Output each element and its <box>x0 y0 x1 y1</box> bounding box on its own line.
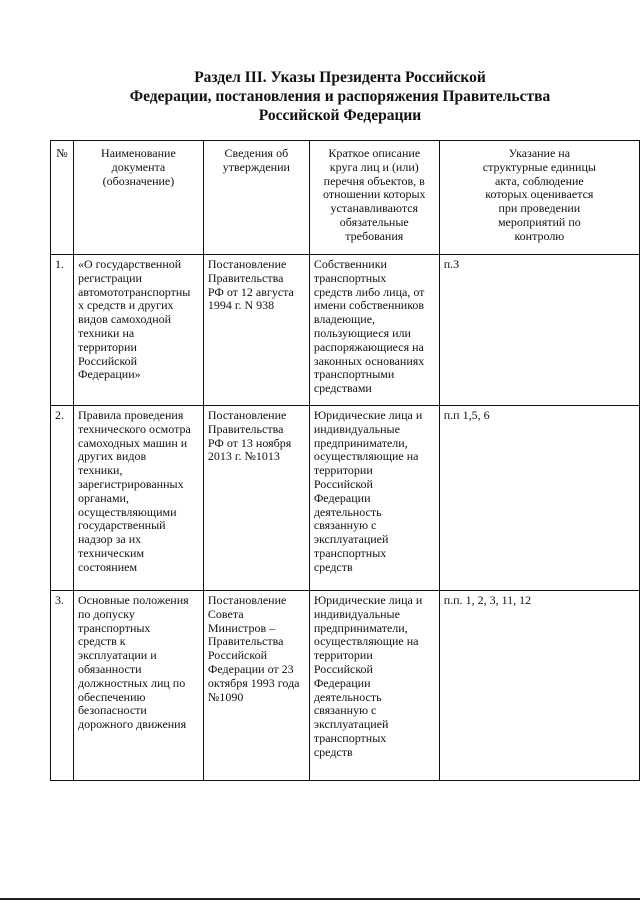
header-description <box>309 141 439 255</box>
cell-text-line: обязанности <box>77 661 142 676</box>
cell-text-line: техническим <box>77 545 145 560</box>
cell-text-line: Федерации» <box>77 367 141 382</box>
cell-text-line: органами, <box>77 490 129 505</box>
cell-text-line: по допуску <box>77 606 135 621</box>
cell-text-line: транспортных <box>313 730 387 745</box>
row-number: 3. <box>51 591 74 781</box>
cell-text-line: Министров – <box>207 620 276 635</box>
cell-text-line: «О государственной <box>77 257 182 271</box>
table-row <box>51 255 640 406</box>
cell-text-line: эксплуатации и <box>77 648 157 663</box>
structural-units-cell <box>439 406 639 591</box>
cell-text-line: территории <box>77 339 137 354</box>
cell-text-line: безопасности <box>77 703 147 718</box>
cell-text-line: Правила проведения <box>77 408 184 422</box>
requirements-table <box>50 140 640 781</box>
cell-text-line: индивидуальные <box>313 606 400 621</box>
cell-text-line: Совета <box>207 606 244 621</box>
cell-text-line: Правительства <box>207 421 284 436</box>
cell-text-line: № <box>56 146 68 160</box>
cell-text-line: средств либо лица, от <box>313 284 425 299</box>
cell-text-line: Российской <box>313 661 373 676</box>
cell-text-line: осуществляющими <box>77 504 177 519</box>
cell-text-line: законных основаниях <box>313 353 425 368</box>
cell-text-line: предприниматели, <box>313 620 408 635</box>
cell-text-line: обязательные <box>339 214 409 229</box>
cell-text-line: Сведения об <box>224 146 289 160</box>
header-approval-info <box>203 141 309 255</box>
cell-text-line: автомототранспортны <box>77 284 191 299</box>
description-cell <box>309 591 439 781</box>
table-header-row <box>51 141 640 255</box>
cell-text-line: утверждении <box>222 159 290 174</box>
cell-text-line: деятельность <box>313 504 382 519</box>
cell-text-line: РФ от 13 ноября <box>207 435 292 450</box>
cell-text-line: Российской <box>207 648 268 663</box>
cell-text-line: Федерации <box>313 675 371 690</box>
document-name-cell <box>73 591 203 781</box>
cell-text-line: транспортных <box>313 270 387 285</box>
cell-text-line: индивидуальные <box>313 421 400 436</box>
cell-text-line: октября 1993 года <box>207 675 300 690</box>
cell-text-line: (обозначение) <box>102 173 175 188</box>
cell-text-line: которых оценивается <box>485 187 594 202</box>
cell-text-line: имени собственников <box>313 298 425 313</box>
cell-text-line: технического осмотра <box>77 421 191 436</box>
structural-units-cell <box>439 591 639 781</box>
cell-text-line: видов самоходной <box>77 312 172 327</box>
cell-text-line: Российской <box>77 353 138 368</box>
cell-text-line: надзор за их <box>77 532 142 547</box>
cell-text-line: х средств и других <box>77 298 174 313</box>
cell-text-line: РФ от 12 августа <box>207 284 294 299</box>
cell-text-line: средств к <box>77 634 126 649</box>
cell-text-line: должностных лиц по <box>77 675 186 690</box>
cell-text-line: п.п. 1, 2, 3, 11, 12 <box>443 593 532 607</box>
cell-text-line: Правительства <box>207 270 284 285</box>
cell-text-line: дорожного движения <box>77 717 187 732</box>
cell-text-line: территории <box>313 463 373 478</box>
cell-text-line: Краткое описание <box>328 146 421 160</box>
header-structural-units <box>439 141 639 255</box>
document-name-cell <box>73 406 203 591</box>
cell-text-line: документа <box>111 159 166 174</box>
cell-text-line: эксплуатацией <box>313 717 389 732</box>
cell-text-line: требования <box>345 228 404 243</box>
cell-text-line: Постановление <box>207 593 287 607</box>
header-number <box>51 141 74 255</box>
cell-text-line: Наименование <box>101 146 176 160</box>
cell-text-line: Постановление <box>207 408 287 422</box>
cell-text-line: средств <box>313 559 353 574</box>
cell-text-line: осуществляющие на <box>313 634 419 649</box>
scan-edge-line <box>0 898 640 900</box>
table-row <box>51 591 640 781</box>
cell-text-line: 2013 г. №1013 <box>207 449 280 464</box>
cell-text-line: 1994 г. N 938 <box>207 298 275 313</box>
cell-text-line: Собственники <box>313 257 387 271</box>
cell-text-line: других видов <box>77 449 147 464</box>
cell-text-line: самоходных машин и <box>77 435 188 450</box>
cell-text-line: связанную с <box>313 518 377 533</box>
cell-text-line: осуществляющие на <box>313 449 419 464</box>
cell-text-line: транспортных <box>77 620 151 635</box>
cell-text-line: круга лиц и (или) <box>329 159 419 174</box>
cell-text-line: зарегистрированных <box>77 476 184 491</box>
approval-cell <box>203 406 309 591</box>
cell-text-line: Юридические лица и <box>313 593 423 607</box>
cell-text-line: связанную с <box>313 703 377 718</box>
title-line: Раздел III. Указы Президента Российской <box>194 69 486 86</box>
cell-text-line: транспортными <box>313 367 395 382</box>
table-row <box>51 406 640 591</box>
cell-text-line: распоряжающиеся на <box>313 339 424 354</box>
cell-text-line: устанавливаются <box>330 201 419 216</box>
description-cell <box>309 255 439 406</box>
cell-text-line: государственный <box>77 518 166 533</box>
cell-text-line: структурные единицы <box>482 159 596 174</box>
cell-text-line: деятельность <box>313 689 382 704</box>
title-line: Российской Федерации <box>258 107 422 124</box>
cell-text-line: №1090 <box>207 689 244 704</box>
cell-text-line: при проведении <box>498 201 581 216</box>
approval-cell <box>203 591 309 781</box>
cell-text-line: п.3 <box>443 257 460 271</box>
cell-text-line: Федерации <box>313 490 371 505</box>
cell-text-line: пользующиеся или <box>313 325 411 340</box>
cell-text-line: п.п 1,5, 6 <box>443 408 490 422</box>
structural-units-cell <box>439 255 639 406</box>
page-title <box>60 68 620 125</box>
document-name-cell <box>73 255 203 406</box>
cell-text-line: владеющие, <box>313 312 376 327</box>
cell-text-line: состоянием <box>77 559 138 574</box>
cell-text-line: Юридические лица и <box>313 408 423 422</box>
cell-text-line: техники, <box>77 463 123 478</box>
description-cell <box>309 406 439 591</box>
title-line: Федерации, постановления и распоряжения Правительства <box>129 88 551 105</box>
cell-text-line: акта, соблюдение <box>494 173 584 188</box>
row-number: 2. <box>51 406 74 591</box>
cell-text-line: Основные положения <box>77 593 189 607</box>
cell-text-line: эксплуатацией <box>313 532 389 547</box>
cell-text-line: средств <box>313 744 353 759</box>
cell-text-line: обеспечению <box>77 689 146 704</box>
cell-text-line: предприниматели, <box>313 435 408 450</box>
approval-cell <box>203 255 309 406</box>
cell-text-line: мероприятий по <box>497 214 581 229</box>
cell-text-line: регистрации <box>77 270 142 285</box>
cell-text-line: территории <box>313 648 373 663</box>
cell-text-line: техники на <box>77 325 135 340</box>
header-document-name <box>73 141 203 255</box>
cell-text-line: Федерации от 23 <box>207 661 294 676</box>
cell-text-line: контролю <box>514 228 565 243</box>
cell-text-line: перечня объектов, в <box>323 173 425 188</box>
cell-text-line: средствами <box>313 381 372 396</box>
cell-text-line: Правительства <box>207 634 284 649</box>
cell-text-line: Российской <box>313 476 373 491</box>
row-number: 1. <box>51 255 74 406</box>
cell-text-line: отношении которых <box>322 187 426 202</box>
cell-text-line: транспортных <box>313 545 387 560</box>
cell-text-line: Указание на <box>508 146 571 160</box>
cell-text-line: Постановление <box>207 257 287 271</box>
